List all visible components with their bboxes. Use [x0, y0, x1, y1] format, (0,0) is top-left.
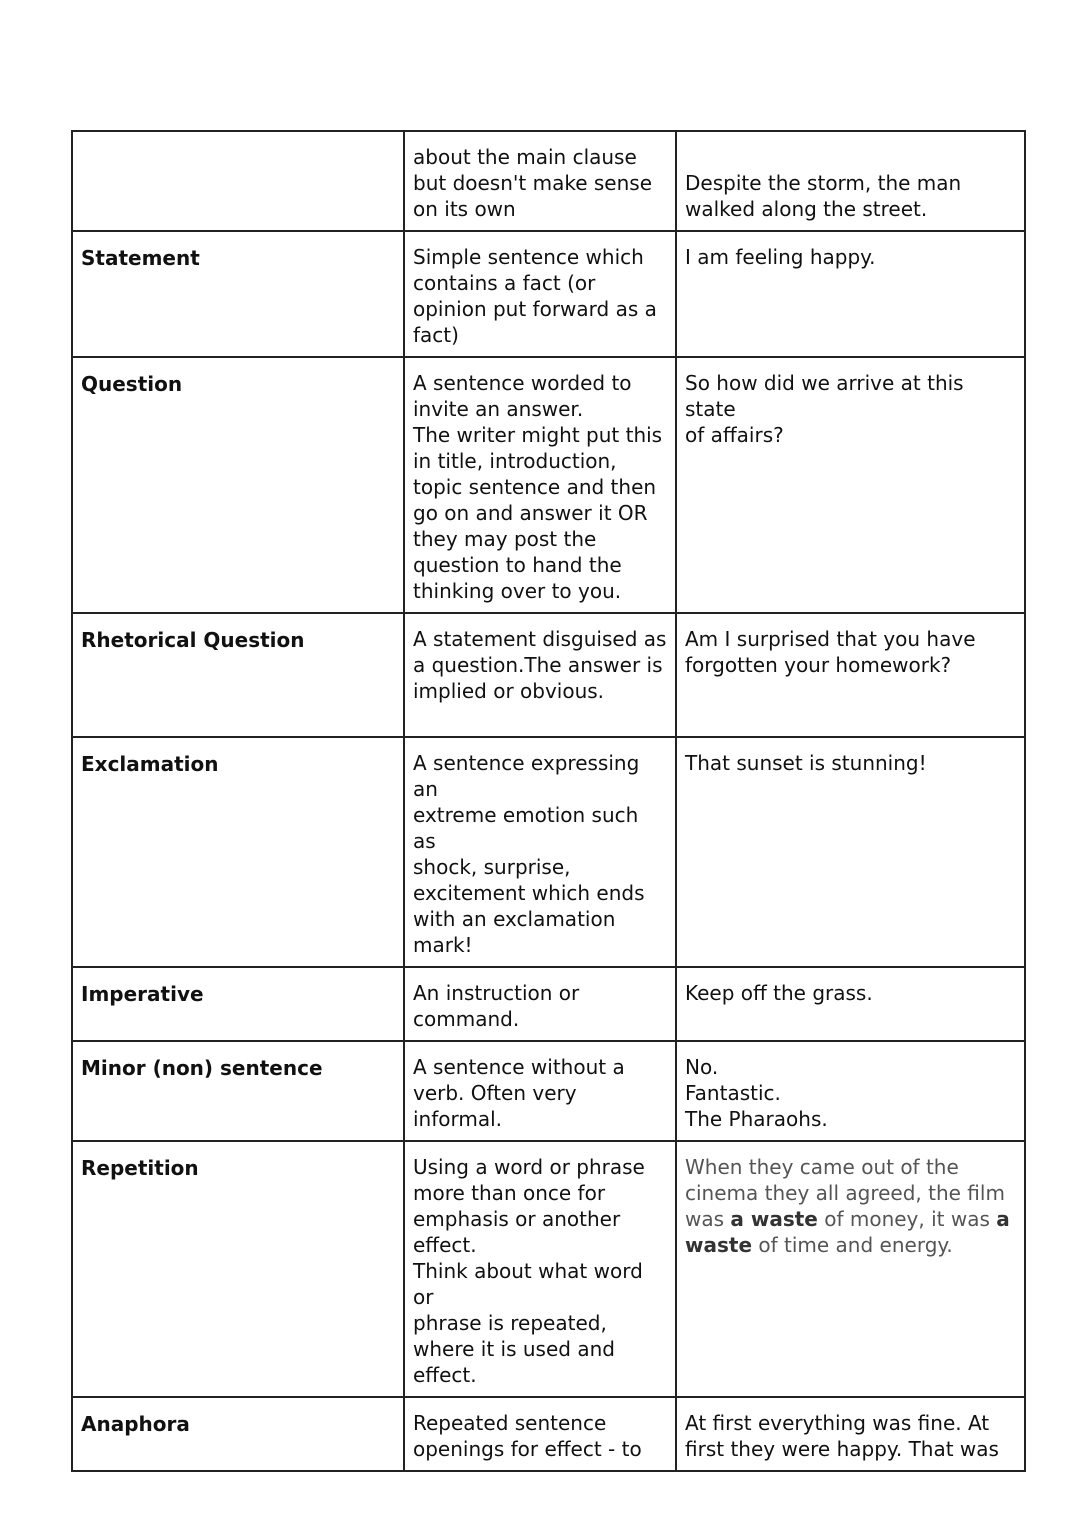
definition-line: An instruction or: [413, 981, 580, 1005]
sentence-types-table: [71, 130, 1026, 1472]
definition-line: The writer might put this: [413, 423, 663, 447]
table-row: [72, 967, 1025, 1041]
definition-line: mark!: [413, 933, 473, 957]
term-cell: Statement: [72, 231, 404, 357]
example-line: of affairs?: [685, 423, 784, 447]
definition-line: excitement which ends: [413, 881, 645, 905]
example-line: The Pharaohs.: [685, 1107, 828, 1131]
definition-line: A statement disguised as: [413, 627, 667, 651]
example-cell: [676, 1397, 1025, 1471]
term-cell: Question: [72, 357, 404, 613]
definition-line: verb. Often very: [413, 1081, 577, 1105]
term-cell: Imperative: [72, 967, 404, 1041]
definition-cell: [404, 131, 676, 231]
definition-line: openings for effect - to: [413, 1437, 642, 1461]
definition-cell: [404, 1141, 676, 1397]
definition-cell: [404, 1397, 676, 1471]
example-line: At first everything was fine. At: [685, 1411, 990, 1435]
emphasis: a: [996, 1207, 1010, 1231]
example-cell: [676, 131, 1025, 231]
definition-line: Using a word or phrase: [413, 1155, 645, 1179]
term-cell: Minor (non) sentence: [72, 1041, 404, 1141]
example-line: That sunset is stunning!: [685, 751, 927, 775]
table-row: [72, 131, 1025, 231]
definition-line: about the main clause: [413, 145, 637, 169]
emphasis: a waste: [730, 1207, 818, 1231]
example-cell: [676, 737, 1025, 967]
term-cell: Exclamation: [72, 737, 404, 967]
definition-line: invite an answer.: [413, 397, 584, 421]
example-cell: [676, 1041, 1025, 1141]
example-line: Am I surprised that you have: [685, 627, 976, 651]
term-cell: Rhetorical Question: [72, 613, 404, 737]
example-cell: [676, 231, 1025, 357]
definition-line: A sentence without a: [413, 1055, 625, 1079]
definition-line: implied or obvious.: [413, 679, 605, 703]
definition-line: on its own: [413, 197, 516, 221]
definition-line: a question.The answer is: [413, 653, 663, 677]
example-cell: [676, 967, 1025, 1041]
definition-line: command.: [413, 1007, 520, 1031]
example-line: forgotten your homework?: [685, 653, 952, 677]
definition-line: emphasis or another: [413, 1207, 621, 1231]
example-cell: [676, 357, 1025, 613]
definition-cell: [404, 967, 676, 1041]
table-row: [72, 231, 1025, 357]
definition-line: with an exclamation: [413, 907, 616, 931]
definition-cell: [404, 613, 676, 737]
definition-line: fact): [413, 323, 459, 347]
example-line: Fantastic.: [685, 1081, 781, 1105]
definition-line: informal.: [413, 1107, 503, 1131]
definition-cell: [404, 357, 676, 613]
definition-line: but doesn't make sense: [413, 171, 652, 195]
example-line: So how did we arrive at this state: [685, 371, 964, 421]
example-line: Despite the storm, the man: [685, 171, 962, 195]
definition-line: question to hand the: [413, 553, 622, 577]
definition-line: A sentence worded to: [413, 371, 632, 395]
definition-cell: [404, 231, 676, 357]
definition-line: A sentence expressing an: [413, 751, 640, 801]
example-line: Keep off the grass.: [685, 981, 873, 1005]
example-cell: [676, 1141, 1025, 1397]
example-line: was a waste of money, it was a: [685, 1207, 1010, 1231]
example-line: When they came out of the: [685, 1155, 959, 1179]
definition-line: shock, surprise,: [413, 855, 571, 879]
example-cell: [676, 613, 1025, 737]
example-line: walked along the street.: [685, 197, 928, 221]
term-cell: Repetition: [72, 1141, 404, 1397]
table-row: [72, 737, 1025, 967]
example-line: I am feeling happy.: [685, 245, 876, 269]
table-row: [72, 1397, 1025, 1471]
definition-line: topic sentence and then: [413, 475, 657, 499]
table-row: [72, 613, 1025, 737]
example-line: waste of time and energy.: [685, 1233, 953, 1257]
example-line: cinema they all agreed, the film: [685, 1181, 1005, 1205]
definition-line: Repeated sentence: [413, 1411, 607, 1435]
definition-line: extreme emotion such as: [413, 803, 639, 853]
definition-line: opinion put forward as a: [413, 297, 657, 321]
definition-line: effect.: [413, 1233, 477, 1257]
definition-line: go on and answer it OR: [413, 501, 648, 525]
table-row: [72, 1041, 1025, 1141]
definition-line: in title, introduction,: [413, 449, 617, 473]
definition-cell: [404, 1041, 676, 1141]
definition-line: where it is used and: [413, 1337, 615, 1361]
term-cell: [72, 131, 404, 231]
definition-line: effect.: [413, 1363, 477, 1387]
table-row: [72, 357, 1025, 613]
emphasis: waste: [685, 1233, 753, 1257]
term-cell: Anaphora: [72, 1397, 404, 1471]
definition-line: Think about what word or: [413, 1259, 643, 1309]
example-line: first they were happy. That was: [685, 1437, 999, 1461]
table-row: [72, 1141, 1025, 1397]
definition-cell: [404, 737, 676, 967]
definition-line: more than once for: [413, 1181, 606, 1205]
definition-line: contains a fact (or: [413, 271, 596, 295]
definition-line: Simple sentence which: [413, 245, 644, 269]
definition-line: phrase is repeated,: [413, 1311, 607, 1335]
example-line: No.: [685, 1055, 719, 1079]
definition-line: they may post the: [413, 527, 597, 551]
definition-line: thinking over to you.: [413, 579, 622, 603]
